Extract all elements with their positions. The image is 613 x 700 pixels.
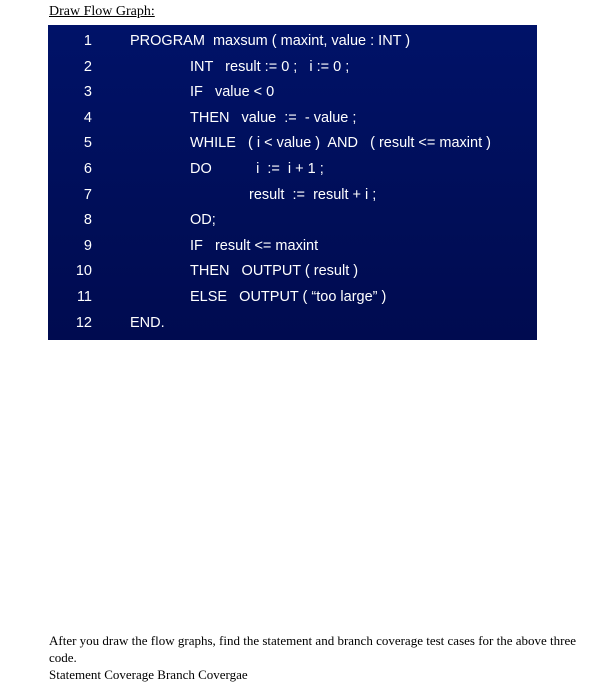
code-text: INT result := 0 ; i := 0 ; <box>190 58 350 75</box>
page-heading: Draw Flow Graph: <box>49 4 155 19</box>
line-number: 3 <box>83 84 92 101</box>
code-line <box>48 182 537 208</box>
code-text: result := result + i ; <box>249 186 377 203</box>
line-number: 1 <box>83 33 92 49</box>
code-line <box>48 105 537 131</box>
code-text: IF value < 0 <box>190 84 275 101</box>
code-line <box>48 258 537 284</box>
code-text: THEN value := - value ; <box>190 109 357 126</box>
code-line <box>48 130 537 156</box>
line-number: 4 <box>83 109 92 126</box>
code-text: THEN OUTPUT ( result ) <box>190 263 359 280</box>
code-text: WHILE ( i < value ) AND ( result <= maxint ) <box>190 135 491 152</box>
line-number: 9 <box>83 237 92 254</box>
code-text: END. <box>130 314 165 331</box>
code-text: PROGRAM maxsum ( maxint, value : INT ) <box>130 33 411 49</box>
code-line <box>48 28 537 54</box>
code-line <box>48 54 537 80</box>
code-line <box>48 310 537 336</box>
line-number: 11 <box>76 289 92 305</box>
line-number: 12 <box>75 314 92 331</box>
code-line <box>48 207 537 233</box>
line-number: 5 <box>83 135 92 152</box>
code-text: DO i := i + 1 ; <box>190 161 324 177</box>
line-number: 7 <box>83 186 92 203</box>
code-text: OD; <box>190 212 216 229</box>
line-number: 8 <box>83 212 92 229</box>
code-listing-panel <box>48 25 537 340</box>
code-text: ELSE OUTPUT ( “too large” ) <box>190 289 387 305</box>
instructions-text: After you draw the flow graphs, find the statement and branch coverage test cases for the above three code. <box>49 633 577 665</box>
line-number: 2 <box>83 58 92 75</box>
line-number: 10 <box>75 263 92 280</box>
code-text: IF result <= maxint <box>190 237 319 254</box>
instructions-block <box>49 632 579 683</box>
code-line <box>48 79 537 105</box>
coverage-labels: Statement Coverage Branch Covergae <box>49 667 248 682</box>
code-line <box>48 284 537 310</box>
code-line <box>48 233 537 259</box>
line-number: 6 <box>83 161 92 177</box>
code-line <box>48 156 537 182</box>
